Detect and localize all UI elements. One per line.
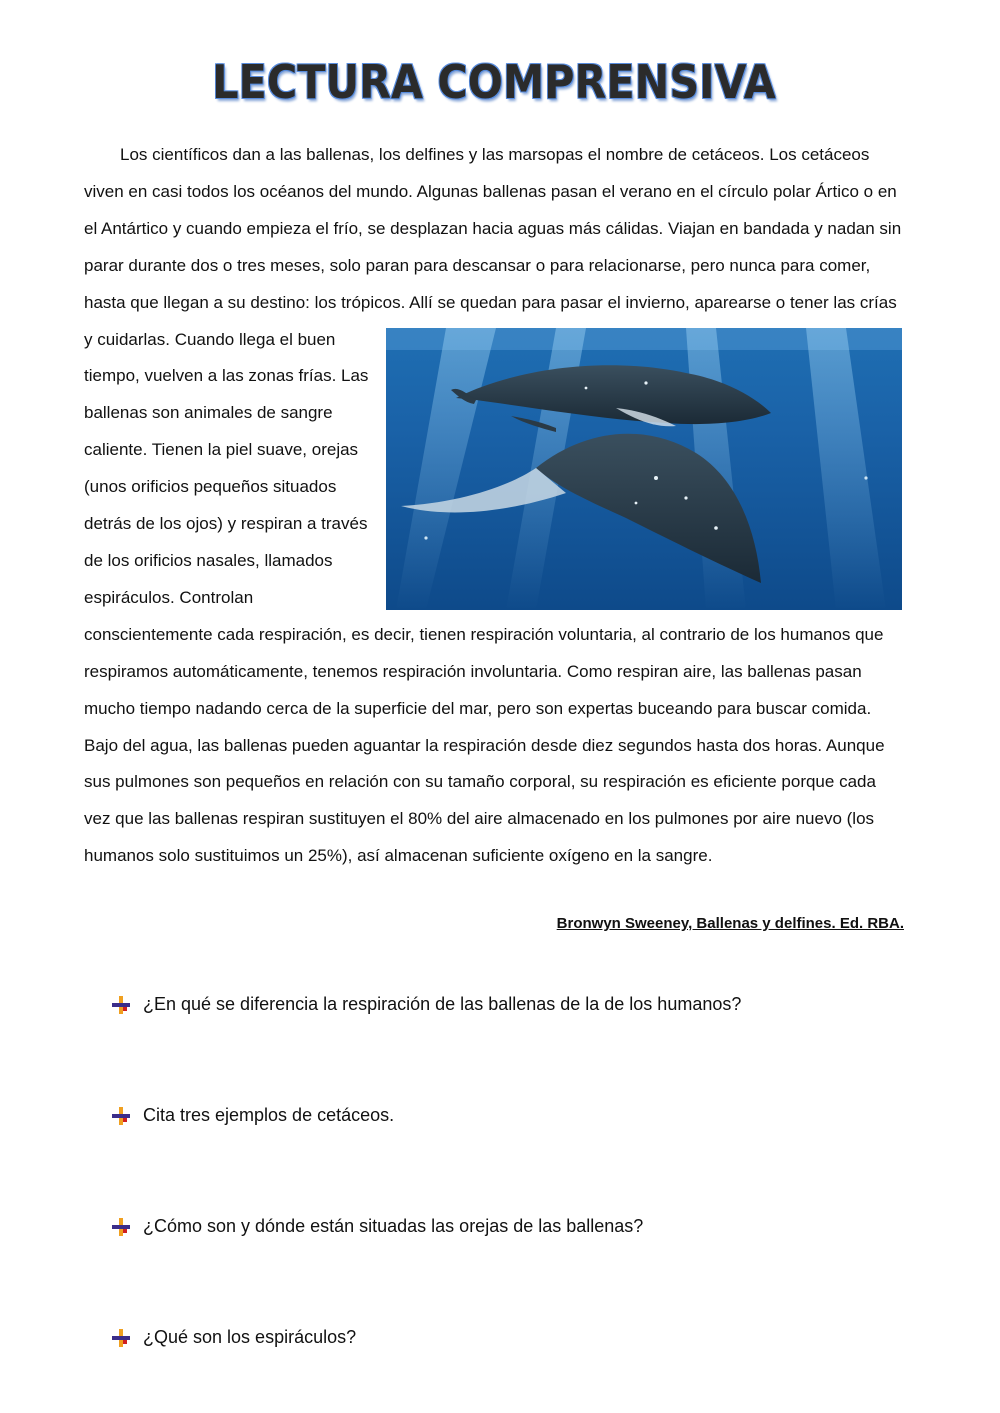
reading-text-part-2: pasar el invierno, aparearse o tener las crías y cuidarlas. Cuando llega el buen tiempo, vuelven a las zonas frías. Las ballenas son animales de sangre caliente. Tienen la piel suave, orejas (unos orificios pequeños situados detrás de los ojos) y respiran a través de los orificios nasales, llamados espiráculos. Controlan conscientemente cada respiración, es decir, tienen respiración voluntaria, al contrario de los humanos que respiramos automáticamente, tenemos respiración involuntaria. Como respiran aire, las ballenas pasan mucho tiempo nadando cerca de la superficie del mar, pero son expertas buceando para buscar comida. Bajo del agua, las ballenas pueden aguantar la respiración desde diez segundos hasta dos horas. Aunque sus pulmones son pequeños en relación con su tamaño corporal, su respiración es eficiente porque cada vez que las ballenas respiran sustituyen el 80% del aire almacenado en los pulmones por aire nuevo (los humanos solo sustituimos un 25%), así almacenan suficiente oxígeno en la sangre.: [84, 292, 897, 866]
whale-illustration: [386, 328, 902, 610]
question-item: [112, 1216, 912, 1242]
citation: Bronwyn Sweeney, Ballenas y delfines. Ed. RBA.: [556, 915, 904, 932]
question-text: ¿Cómo son y dónde están situadas las orejas de las ballenas?: [143, 1216, 644, 1236]
reading-passage: [84, 137, 902, 875]
question-text: ¿Qué son los espiráculos?: [143, 1327, 357, 1347]
whale-photo: [386, 328, 902, 610]
cross-bullet-icon: [112, 996, 130, 1014]
reading-paragraph: [84, 137, 902, 875]
reading-text-part-1: Los científicos dan a las ballenas, los delfines y las marsopas el nombre de cetáceos. Los cetáceos viven en casi todos los océanos del mundo. Algunas ballenas pasan el verano en el círculo polar Ártico o en el Antártico y cuando empieza el frío, se desplazan hacia aguas más cálidas. Viajan en bandada y nadan sin parar durante dos o tres meses, solo paran para descansar o para relacionarse, pero nunca para comer, hasta que llegan a su destino: los trópicos. Allí se quedan para: [84, 145, 902, 312]
question-item: [112, 994, 912, 1020]
question-text: Cita tres ejemplos de cetáceos.: [143, 1105, 395, 1125]
question-item: [112, 1327, 912, 1353]
page-title: LECTURA COMPRENSIVA: [212, 55, 776, 109]
question-text: ¿En qué se diferencia la respiración de las ballenas de la de los humanos?: [143, 994, 742, 1014]
cross-bullet-icon: [112, 1329, 130, 1347]
cross-bullet-icon: [112, 1218, 130, 1236]
cross-bullet-icon: [112, 1107, 130, 1125]
question-item: [112, 1105, 912, 1131]
